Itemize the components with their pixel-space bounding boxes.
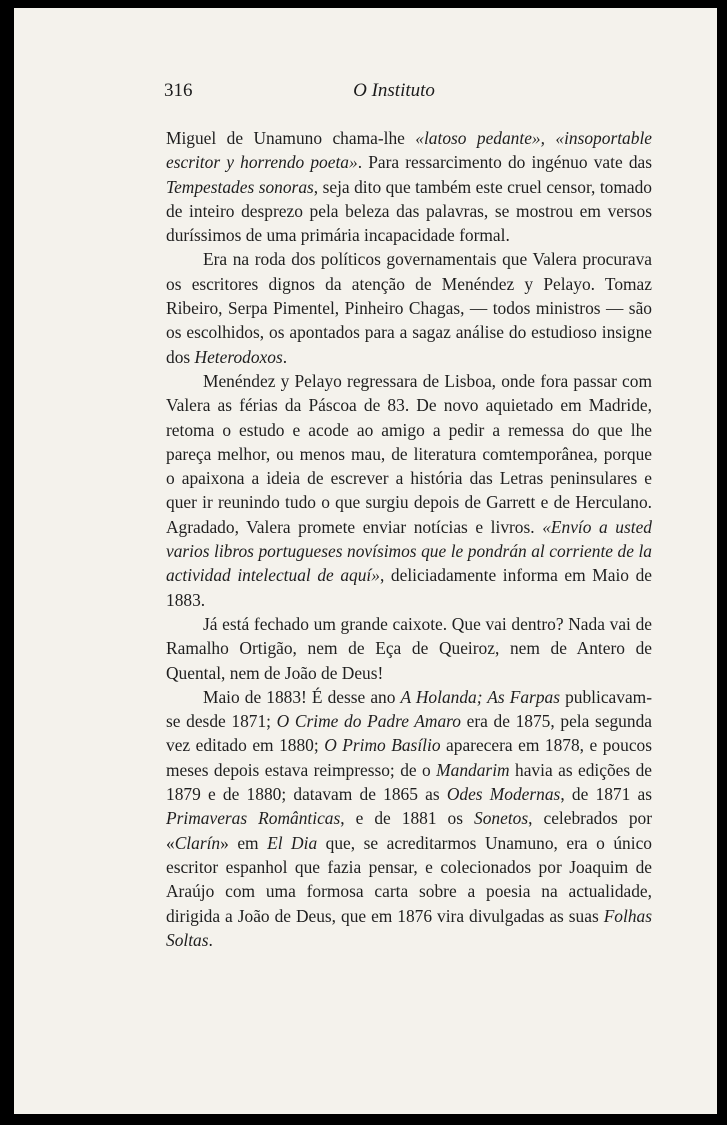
page-header (164, 80, 624, 106)
text-segment: , celebrados por « (166, 808, 653, 853)
text-segment: Mandarim (436, 759, 510, 780)
text-segment: , de 1871 as (560, 784, 652, 805)
text-segment: Heterodoxos (194, 346, 283, 367)
text-segment: Era na roda dos políticos governamentais que Valera procurava os escritores dignos da atenção de Menéndez y Pelayo. Tomaz Ribeiro, Serpa Pimentel, Pinheiro Chagas, — todos ministros — são os escolhidos, os apontados para a sagaz análise do estudioso insigne dos (166, 249, 652, 367)
text-segment: «Envío a usted varios libros portugueses novísimos que le pondrán al corriente de la actividad intelectual de aquí» (166, 516, 653, 586)
body-text (166, 126, 652, 952)
text-segment: Odes Modernas (446, 784, 561, 805)
text-segment: . (282, 346, 288, 367)
paragraph-1 (166, 126, 652, 247)
text-segment: «latoso pedante», «insoportable escritor y horrendo poeta» (166, 128, 652, 173)
paragraph-3 (166, 369, 652, 612)
text-segment: Menéndez y Pelayo regressara de Lisboa, onde fora passar com Valera as férias da Páscoa de 83. De novo aquietado em Madride, retoma o estudo e acode ao amigo a pedir a remessa do que lhe pareça melhor, ou menos mau, de literatura comtemporânea, porque o apaixona a ideia de escrever a história das Letras peninsulares e quer ir reunindo tudo o que surgiu depois de Garrett e de Herculano. Agradado, Valera promete enviar notícias e livros. (166, 370, 652, 537)
text-segment: , e de 1881 os (340, 808, 475, 829)
text-segment: Clarín (174, 832, 221, 853)
text-segment: , deliciadamente informa em Maio de 1883. (166, 565, 652, 610)
text-segment: havia as edições de 1879 e de 1880; datavam de 1865 as (166, 759, 652, 805)
text-segment: A Holanda; As Farpas (400, 686, 560, 707)
text-segment: Miguel de Unamuno chama-lhe (166, 128, 416, 148)
text-segment: Folhas Soltas (166, 905, 652, 950)
text-segment: que, se acreditarmos Unamuno, era o único escritor espanhol que fazia pensar, e colecionados por Joaquim de Araújo com uma formosa carta sobre a poesia na actualidade, dirigida a João de Deus, que em 1876 vira divulgadas as suas (166, 832, 652, 926)
text-segment: . (208, 929, 213, 950)
book-page (14, 8, 717, 1114)
paragraph-2 (166, 247, 652, 368)
text-segment: Sonetos (474, 808, 529, 829)
paragraph-5 (166, 685, 652, 952)
text-segment: El Dia (267, 832, 318, 853)
text-segment: publicavam-se desde 1871; (166, 686, 652, 732)
paragraph-4 (166, 612, 652, 685)
text-segment: Já está fechado um grande caixote. Que vai dentro? Nada vai de Ramalho Ortigão, nem de Eça de Queiroz, nem de Antero de Quental, nem de João de Deus! (166, 613, 652, 683)
running-title: O Instituto (353, 80, 435, 101)
text-segment: , seja dito que também este cruel censor, tomado de inteiro desprezo pela beleza das palavras, se mostrou em versos duríssimos de uma primária incapacidade formal. (166, 176, 653, 246)
text-segment: » em (220, 832, 268, 853)
text-segment: Tempestades sonoras (166, 176, 314, 197)
text-segment: aparecera em 1878, e poucos meses depois estava reimpresso; de o (166, 735, 652, 780)
text-segment: Maio de 1883! É desse ano (203, 686, 401, 707)
text-segment: . Para ressarcimento do ingénuo vate das (357, 152, 652, 173)
text-segment: O Crime do Padre Amaro (276, 711, 461, 732)
text-segment: O Primo Basílio (324, 735, 441, 756)
text-segment: Primaveras Românticas (166, 808, 341, 829)
text-segment: era de 1875, pela segunda vez editado em 1880; (166, 711, 652, 756)
page-number: 316 (164, 80, 193, 101)
